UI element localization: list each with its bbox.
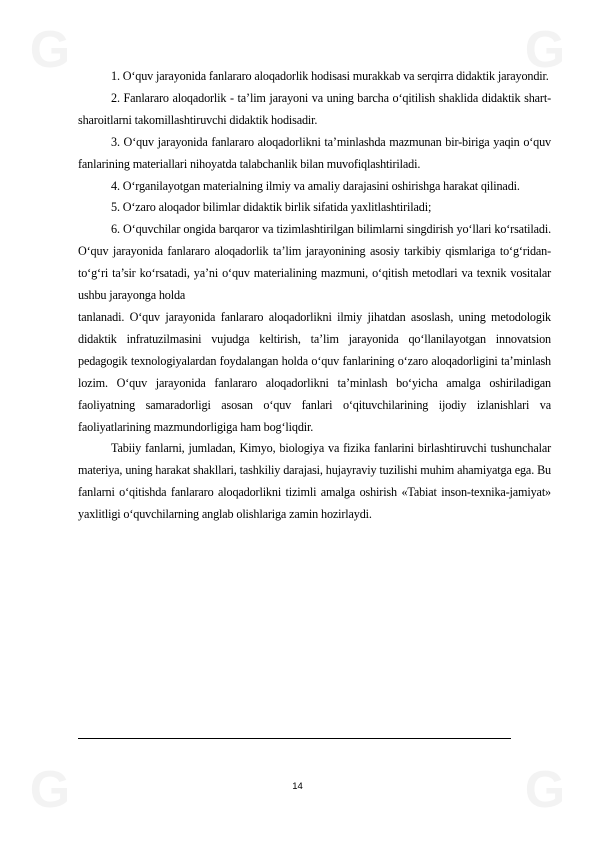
paragraph-5: 5. O‘zaro aloqador bilimlar didaktik birlik sifatida yaxlitlashtiriladi; xyxy=(111,200,432,215)
paragraph-7: tanlanadi. O‘quv jarayonida fanlararo aloqadorlikni ilmiy jihatdan asoslash, uning metodologik didaktik infratuzilmasini vujudga keltirish, ta’lim jarayonida qo‘llanilayotgan innovatsion pedagogik texnologiyalardan foydalangan holda o‘quv fanlarining o‘zaro aloqadorligini ta’minlash lozim. O‘quv jarayonida fanlararo aloqadorlikni ta’minlash bo‘yicha amalga oshiriladigan faoliyatning samaradorligi asosan o‘quv fanlari o‘qituvchilarining ijodiy izlanishlari va faoliyatlarining mazmundorligiga ham bog‘liqdir. xyxy=(78,309,551,434)
watermark-logo: G xyxy=(29,761,71,819)
page-number: 14 xyxy=(292,781,303,792)
watermark-logo: G xyxy=(524,21,566,79)
paragraph-8: Tabiiy fanlarni, jumladan, Kimyo, biologiya va fizika fanlarini birlashtiruvchi tushunchalar materiya, uning harakat shakllari, tashkiliy darajasi, hujayraviy tuzilishi muhim ahamiyatga ega. Bu fanlarni o‘qitishda fanlararo aloqadorlikni tizimli amalga oshirish «Tabiat inson-texnika-jamiyat» yaxlitligi o‘quvchilarning anglab olishlariga zamin hozirlaydi. xyxy=(78,441,551,522)
watermark-logo: G xyxy=(524,761,566,819)
paragraph-6: 6. O‘quvchilar ongida barqaror va tizimlashtirilgan bilimlarni singdirish yo‘llari ko‘rsatiladi. O‘quv jarayonida fanlararo aloqadorlik ta’lim jarayonining asosiy tarkibiy qismlariga to‘g‘ridan-to‘g‘ri ta’sir ko‘rsatadi, ya’ni o‘quv materialining mazmuni, o‘qitish metodlari va texnik vositalar ushbu jarayonga holda xyxy=(78,222,551,303)
paragraph-3: 3. O‘quv jarayonida fanlararo aloqadorlikni ta’minlashda mazmunan bir-biriga yaqin o‘quv fanlarining materiallari nihoyatda talabchanlik bilan muvofiqlashtiriladi. xyxy=(78,134,551,171)
paragraph-2: 2. Fanlararo aloqadorlik - ta’lim jarayoni va uning barcha o‘qitilish shaklida didaktik shart-sharoitlarni takomillashtiruvchi didaktik hodisadir. xyxy=(78,90,551,127)
footnote-separator xyxy=(78,738,511,739)
document-body xyxy=(78,66,551,526)
watermark-logo: G xyxy=(29,21,71,79)
paragraph-4: 4. O‘rganilayotgan materialning ilmiy va amaliy darajasini oshirishga harakat qilinadi. xyxy=(111,178,520,193)
paragraph-1: 1. O‘quv jarayonida fanlararo aloqadorlik hodisasi murakkab va serqirra didaktik jarayondir. xyxy=(111,69,549,83)
